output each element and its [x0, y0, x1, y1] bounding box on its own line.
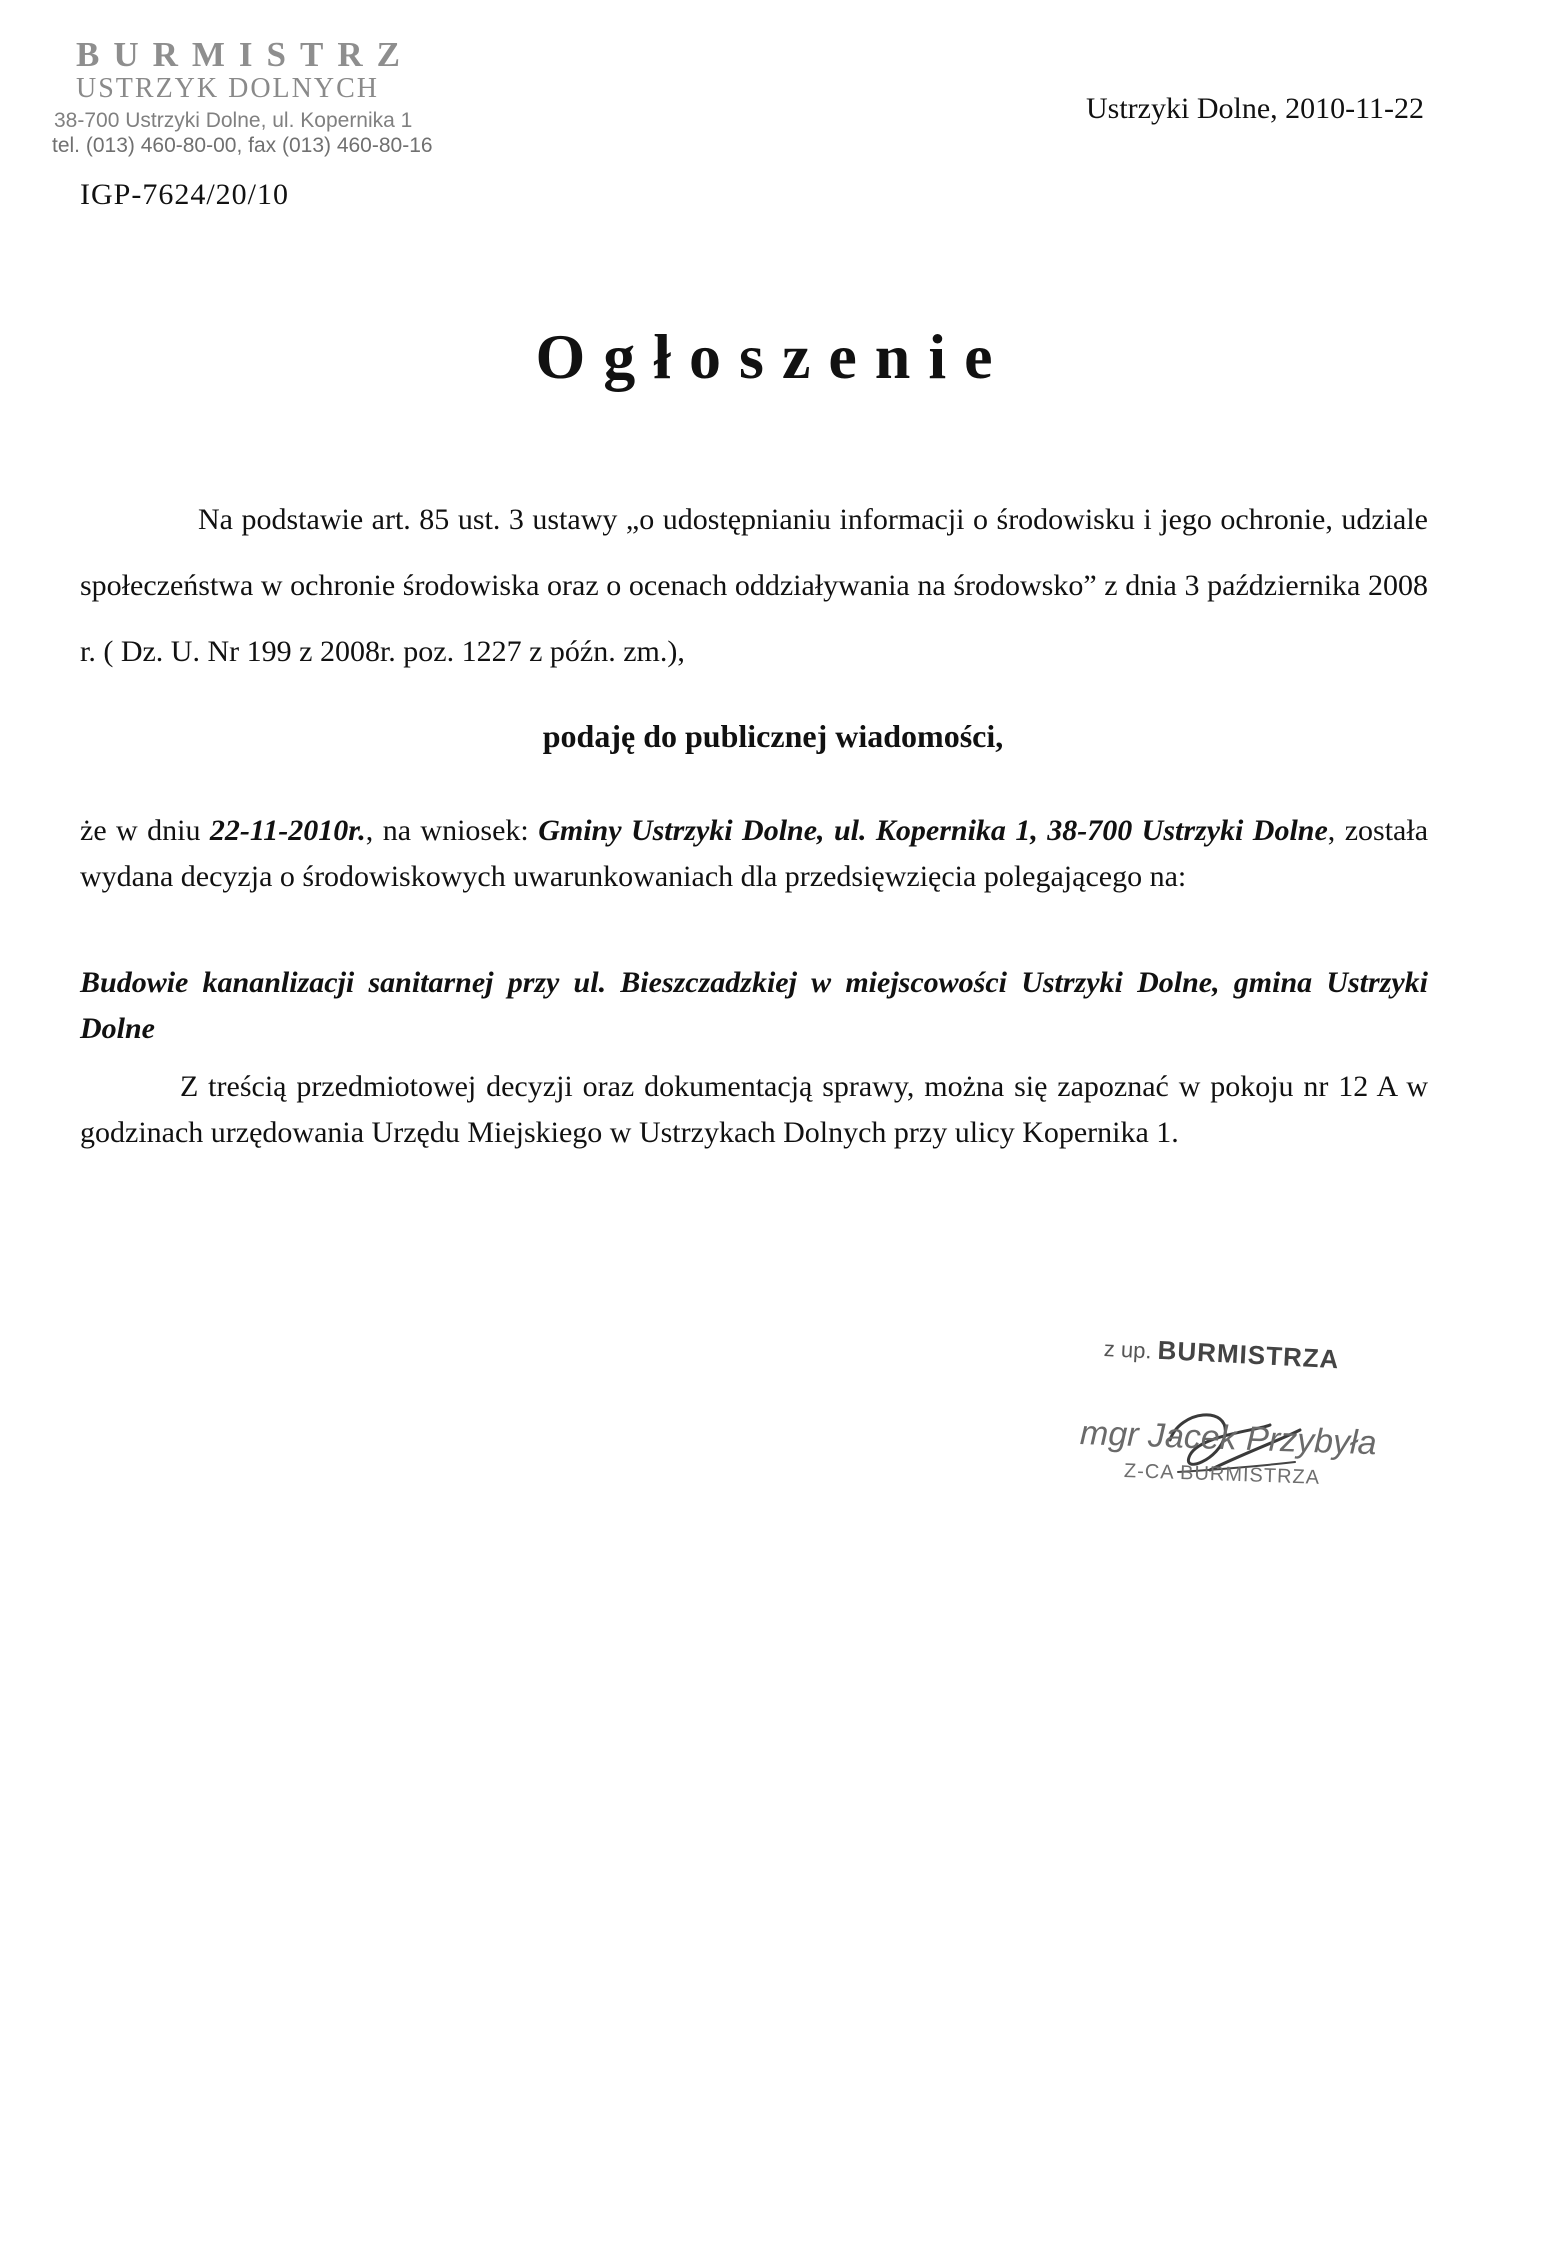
letterhead-subtitle: USTRZYK DOLNYCH — [76, 73, 379, 104]
legal-basis-paragraph: Na podstawie art. 85 ust. 3 ustawy „o udostępnianiu informacji o środowisku i jego ochronie, udziale społeczeństwa w ochronie środowiska oraz o ocenach oddziaływania na środowsko” z dnia 3 października 2008 r. ( Dz. U. Nr 199 z 2008r. poz. 1227 z późn. zm.), — [80, 503, 1428, 668]
applicant: Gminy Ustrzyki Dolne, ul. Kopernika 1, 38-700 Ustrzyki Dolne — [538, 814, 1328, 847]
letterhead-phone: tel. (013) 460-80-00, fax (013) 460-80-16 — [52, 134, 433, 157]
access-info-paragraph: Z treścią przedmiotowej decyzji oraz dokumentacją sprawy, można się zapoznać w pokoju nr 12 A w godzinach urzędowania Urzędu Miejskiego w Ustrzykach Dolnych przy ulicy Kopernika 1. — [80, 1070, 1428, 1149]
signatory-role: Z-CA BURMISTRZA — [1123, 1460, 1321, 1489]
decision-paragraph — [80, 808, 1428, 900]
letterhead-title: BURMISTRZ — [76, 35, 414, 74]
decision-text-1: że w dniu — [80, 814, 210, 847]
announcement-subheading: podaję do publicznej wiadomości, — [542, 718, 1004, 754]
letterhead-address: 38-700 Ustrzyki Dolne, ul. Kopernika 1 — [54, 109, 413, 132]
signature-stamp — [1103, 1332, 1340, 1375]
decision-date: 22-11-2010r. — [209, 814, 366, 847]
signature-title: BURMISTRZA — [1156, 1334, 1341, 1375]
letterhead-stamp — [52, 36, 472, 158]
signatory-name: mgr Jacek Przybyła — [1079, 1414, 1378, 1463]
decision-text-2: , na wniosek: — [365, 814, 539, 847]
decision-text-3: , została wydana decyzja o środowiskowych uwarunkowaniach dla przedsięwzięcia polegającego na: — [80, 814, 1429, 893]
project-description: Budowie kananlizacji sanitarnej przy ul. Bieszczadzkiej w miejscowości Ustrzyki Dolne, gmina Ustrzyki Dolne — [80, 966, 1428, 1045]
signature-prefix: z up. — [1103, 1336, 1153, 1364]
document-heading: Ogłoszenie — [535, 321, 1011, 392]
place-date: Ustrzyki Dolne, 2010-11-22 — [1086, 92, 1424, 125]
reference-number: IGP-7624/20/10 — [80, 178, 289, 211]
